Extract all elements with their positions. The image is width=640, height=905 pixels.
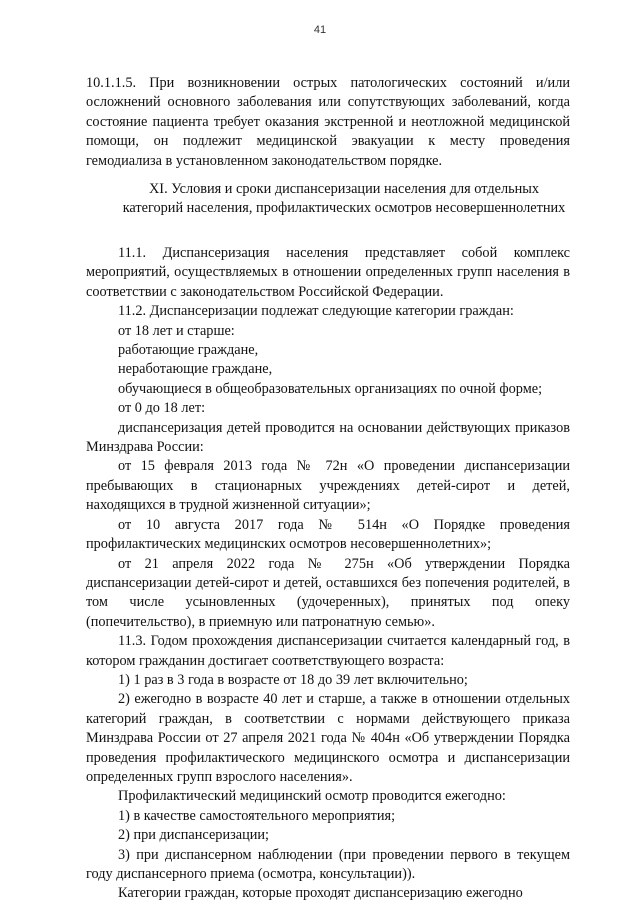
paragraph-block-top: [86, 74, 570, 171]
paragraph-11-3: 11.3. Годом прохождения диспансеризации считается календарный год, в котором гражданин достигает соответствующего возраста:: [86, 633, 570, 669]
list-item: 2) ежегодно в возрасте 40 лет и старше, а также в отношении отдельных категорий граждан, в соответствии с нормами действующего приказа Минздрава России от 27 апреля 2021 года № 404н «Об утверждении Порядка проведения профилактического медицинского осмотра и диспансеризации определенных групп взрослого населения».: [86, 691, 570, 785]
list-item: 2) при диспансеризации;: [118, 827, 270, 844]
paragraph-10-1-1-5: 10.1.1.5. При возникновении острых патологических состояний и/или осложнений основного заболевания или сопутствующих заболеваний, когда состояние пациента требует оказания экстренной и неотложной медицинской помощи, он подлежит медицинской эвакуации к месту проведения гемодиализа в установленном законодательством порядке.: [86, 75, 570, 169]
list-item: диспансеризация детей проводится на основании действующих приказов Минздрава России:: [86, 419, 570, 456]
list-item: от 18 лет и старше:: [118, 322, 235, 339]
order-item: от 15 февраля 2013 года № 72н «О проведении диспансеризации пребывающих в стационарных учреждениях детей-сирот и детей, находящихся в трудной жизненной ситуации»;: [86, 458, 570, 514]
list-item: неработающие граждане,: [118, 361, 273, 378]
list-item: обучающиеся в общеобразовательных организациях по очной форме;: [118, 380, 543, 397]
order-item: от 21 апреля 2022 года № 275н «Об утверждении Порядка диспансеризации детей-сирот и детей, оставшихся без попечения родителей, в том числе усыновленных (удочеренных), принятых под опеку (попечительство), в приемную или патронатную семью».: [86, 555, 570, 630]
list-item: 1) в качестве самостоятельного мероприятия;: [118, 807, 396, 824]
list-item: 3) при диспансерном наблюдении (при проведении первого в текущем году диспансерного приема (осмотра, консультации)).: [86, 846, 570, 882]
section-heading: XI. Условия и сроки диспансеризации населения для отдельных категорий населения, профилактических осмотров несовершеннолетних: [122, 181, 566, 216]
paragraph-block-main: [86, 244, 570, 904]
paragraph: Категории граждан, которые проходят диспансеризацию ежегодно: [118, 885, 523, 902]
list-item: 1) 1 раз в 3 года в возрасте от 18 до 39 лет включительно;: [118, 671, 468, 688]
paragraph: Профилактический медицинский осмотр проводится ежегодно:: [118, 788, 506, 805]
page-number: 41: [313, 24, 327, 36]
order-item: от 10 августа 2017 года № 514н «О Порядке проведения профилактических медицинских осмотров несовершеннолетних»;: [86, 516, 570, 553]
list-item: работающие граждане,: [118, 342, 259, 359]
list-item: от 0 до 18 лет:: [118, 400, 206, 417]
paragraph-11-2: 11.2. Диспансеризации подлежат следующие категории граждан:: [118, 303, 514, 320]
paragraph-11-1: 11.1. Диспансеризация населения представляет собой комплекс мероприятий, осуществляемых в отношении определенных групп населения в соответствии с законодательством Российской Федерации.: [86, 245, 570, 300]
